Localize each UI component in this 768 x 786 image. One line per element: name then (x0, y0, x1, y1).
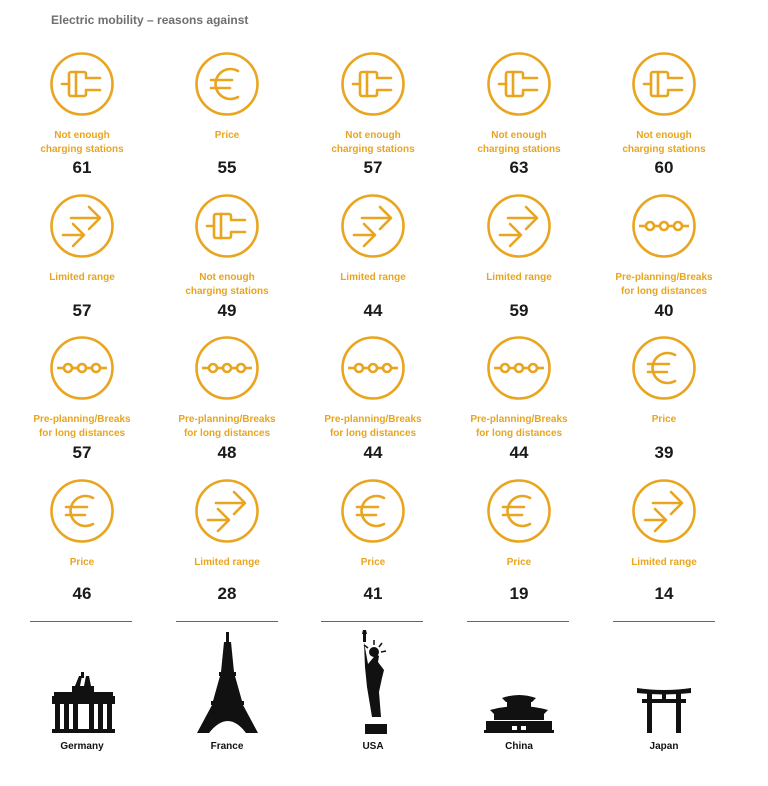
reason-cell (454, 335, 584, 465)
reason-label (454, 556, 584, 570)
reason-label-line1: Pre-planning/Breaks (33, 414, 131, 425)
reason-value: 49 (217, 301, 237, 320)
reason-cell (162, 335, 292, 465)
reason-label-line1: Pre-planning/Breaks (178, 414, 276, 425)
reason-label-line1: Pre-planning/Breaks (324, 414, 422, 425)
reason-label (17, 129, 147, 157)
reason-cell (162, 478, 292, 608)
reason-value: 57 (72, 301, 92, 320)
reason-label (308, 556, 438, 570)
landmark (599, 628, 729, 738)
landmark (454, 628, 584, 738)
reason-label-line2: charging stations (477, 144, 561, 155)
reason-label-line2: charging stations (331, 144, 415, 155)
landmark (17, 628, 147, 738)
reason-label-line1: Not enough (199, 272, 255, 283)
reason-value: 41 (363, 584, 383, 603)
reason-label (308, 413, 438, 441)
reason-label-line2: for long distances (183, 428, 271, 439)
euro-icon (49, 478, 115, 544)
reason-value: 44 (363, 301, 383, 320)
reason-label (162, 413, 292, 441)
reason-label-line1: Pre-planning/Breaks (470, 414, 568, 425)
reason-label-line1: Price (69, 557, 95, 568)
divider (613, 621, 715, 622)
reason-label-line1: Price (214, 130, 240, 141)
reason-cell (162, 51, 292, 181)
reason-cell (17, 51, 147, 181)
range-arrow-icon (194, 478, 260, 544)
reason-label-line1: Limited range (486, 272, 552, 283)
reason-cell (599, 335, 729, 465)
reason-label (308, 129, 438, 157)
reason-label (162, 556, 292, 570)
reason-label-line1: Limited range (631, 557, 697, 568)
reason-label (17, 556, 147, 570)
reason-label-line1: Price (506, 557, 532, 568)
reason-value: 40 (654, 301, 674, 320)
country-name: Germany (60, 741, 104, 752)
euro-icon (194, 51, 260, 117)
reason-label (454, 413, 584, 441)
stops-icon (631, 193, 697, 259)
landmark (308, 628, 438, 738)
reason-value: 55 (217, 158, 237, 177)
reason-label-line2: for long distances (620, 286, 708, 297)
divider (321, 621, 423, 622)
reason-label (599, 413, 729, 427)
reason-label-line2: for long distances (329, 428, 417, 439)
reason-cell (308, 478, 438, 608)
reason-cell (17, 478, 147, 608)
reason-cell (308, 51, 438, 181)
divider (467, 621, 569, 622)
reason-cell (599, 478, 729, 608)
reason-label-line2: charging stations (40, 144, 124, 155)
reason-label-line2: for long distances (38, 428, 126, 439)
reason-cell (17, 335, 147, 465)
divider (30, 621, 132, 622)
torii-gate-icon (599, 628, 729, 734)
reason-label (454, 129, 584, 157)
divider (176, 621, 278, 622)
stops-icon (49, 335, 115, 401)
reason-label (308, 271, 438, 285)
country-name: China (505, 741, 533, 752)
reason-value: 19 (509, 584, 529, 603)
plug-icon (631, 51, 697, 117)
reason-label-line1: Pre-planning/Breaks (615, 272, 713, 283)
reason-label-line1: Price (360, 557, 386, 568)
reason-label-line1: Not enough (636, 130, 692, 141)
reason-cell (599, 193, 729, 323)
forbidden-city-icon (454, 628, 584, 734)
reason-label-line1: Not enough (491, 130, 547, 141)
reason-label (599, 271, 729, 299)
plug-icon (194, 193, 260, 259)
reason-label-line1: Not enough (54, 130, 110, 141)
reason-cell (454, 51, 584, 181)
reason-label (17, 271, 147, 285)
reason-value: 44 (509, 443, 529, 462)
stops-icon (194, 335, 260, 401)
reason-value: 28 (217, 584, 237, 603)
reason-label (454, 271, 584, 285)
plug-icon (340, 51, 406, 117)
page-title: Electric mobility – reasons against (51, 13, 249, 27)
plug-icon (486, 51, 552, 117)
reason-label-line2: charging stations (622, 144, 706, 155)
reason-value: 57 (72, 443, 92, 462)
reason-cell (308, 193, 438, 323)
range-arrow-icon (631, 478, 697, 544)
reason-value: 46 (72, 584, 92, 603)
reason-label (17, 413, 147, 441)
reason-cell (454, 193, 584, 323)
reason-cell (454, 478, 584, 608)
reason-value: 57 (363, 158, 383, 177)
reason-value: 59 (509, 301, 529, 320)
reason-value: 61 (72, 158, 92, 177)
reason-label-line1: Limited range (49, 272, 115, 283)
reason-value: 14 (654, 584, 674, 603)
reason-label (162, 129, 292, 143)
reason-label-line1: Limited range (340, 272, 406, 283)
reason-value: 48 (217, 443, 237, 462)
reason-cell (162, 193, 292, 323)
reason-label (599, 556, 729, 570)
reason-label-line1: Price (651, 414, 677, 425)
stops-icon (340, 335, 406, 401)
euro-icon (631, 335, 697, 401)
reason-value: 63 (509, 158, 529, 177)
euro-icon (486, 478, 552, 544)
range-arrow-icon (486, 193, 552, 259)
reason-cell (308, 335, 438, 465)
country-name: USA (362, 741, 384, 752)
reason-cell (599, 51, 729, 181)
reason-label-line1: Not enough (345, 130, 401, 141)
statue-of-liberty-icon (308, 628, 438, 734)
range-arrow-icon (49, 193, 115, 259)
brandenburg-gate-icon (17, 628, 147, 734)
country-name: Japan (649, 741, 679, 752)
eiffel-tower-icon (162, 628, 292, 734)
reason-value: 44 (363, 443, 383, 462)
plug-icon (49, 51, 115, 117)
country-name: France (210, 741, 244, 752)
reason-label-line2: for long distances (475, 428, 563, 439)
reason-value: 60 (654, 158, 674, 177)
reason-value: 39 (654, 443, 674, 462)
euro-icon (340, 478, 406, 544)
stops-icon (486, 335, 552, 401)
reason-label (162, 271, 292, 299)
reason-label (599, 129, 729, 157)
reason-label-line1: Limited range (194, 557, 260, 568)
reason-label-line2: charging stations (185, 286, 269, 297)
reason-cell (17, 193, 147, 323)
landmark (162, 628, 292, 738)
range-arrow-icon (340, 193, 406, 259)
